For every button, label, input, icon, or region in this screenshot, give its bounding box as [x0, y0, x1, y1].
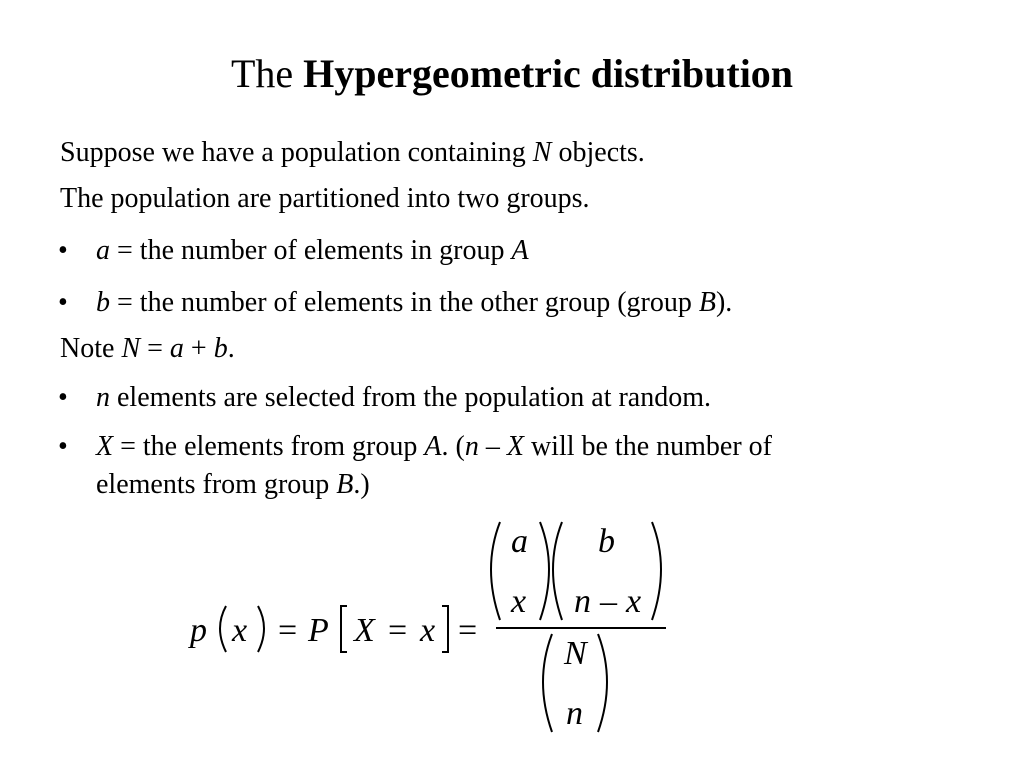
bullet-line-1	[96, 234, 529, 268]
text-l5-e: +	[183, 333, 214, 364]
text-line-note	[60, 332, 235, 366]
bullet-line-3	[96, 381, 711, 415]
formula-X: X	[354, 612, 375, 649]
text-l3-b: = the number of elements in group	[110, 235, 512, 266]
text-l5-f: b	[213, 333, 228, 364]
formula-rhs-x: x	[420, 612, 436, 649]
paren-den-left	[543, 634, 552, 732]
bracket-left	[341, 606, 347, 652]
title-bold: Hypergeometric distribution	[303, 51, 794, 96]
formula-P: P	[308, 612, 329, 649]
text-l7-h: will be the number of	[523, 431, 772, 462]
bullet-3: •	[58, 382, 68, 413]
text-line-2	[60, 182, 590, 216]
paren-num2-right	[652, 522, 661, 620]
text-l3-a: a	[96, 235, 110, 266]
formula-num2-bottom-n: n	[574, 583, 591, 620]
formula-eq2: =	[388, 612, 408, 649]
text-l7-g: X	[506, 431, 524, 462]
paren-num1-right	[540, 522, 549, 620]
text-l2-a: The population are partitioned into two groups.	[60, 183, 590, 214]
title-plain: The	[230, 51, 294, 96]
paren-num2-left	[553, 522, 562, 620]
formula-num2-top: b	[598, 523, 615, 560]
text-l5-b: N	[121, 333, 141, 364]
formula-num1-bottom: x	[511, 583, 527, 620]
formula-den-bottom: n	[566, 695, 583, 732]
text-l4-c: B	[698, 287, 716, 318]
slide-title	[0, 50, 1024, 98]
text-l1-c: objects.	[551, 137, 645, 168]
formula-num1-top: a	[511, 523, 528, 560]
bracket-right	[442, 606, 448, 652]
formula-lhs-x: x	[232, 612, 248, 649]
text-l4-a: b	[96, 287, 110, 318]
paren-num1-left	[491, 522, 500, 620]
text-l5-g: .	[227, 333, 235, 364]
paren-den-right	[598, 634, 607, 732]
formula-lhs-p: p	[190, 612, 207, 649]
bullet-line-4	[96, 430, 772, 464]
formula-num2-minus: –	[600, 583, 617, 620]
formula-num2-bottom-x: x	[626, 583, 642, 620]
formula-eq3: =	[458, 612, 478, 649]
text-l8-c: .)	[353, 469, 370, 500]
text-l7-e: n	[464, 431, 479, 462]
text-l7-a: X	[96, 431, 114, 462]
formula-eq1: =	[278, 612, 298, 649]
paren-left-px	[220, 606, 226, 652]
text-l4-b: = the number of elements in the other group (group	[110, 287, 699, 318]
text-l7-f: –	[478, 431, 507, 462]
bullet-2: •	[58, 287, 68, 318]
text-l4-d: ).	[715, 287, 733, 318]
text-l5-c: =	[140, 333, 170, 364]
bullet-1: •	[58, 235, 68, 266]
paren-right-px	[258, 606, 264, 652]
text-line-1	[60, 136, 645, 170]
text-l7-d: . (	[441, 431, 465, 462]
text-l3-c: A	[511, 235, 529, 266]
text-l6-b: elements are selected from the population at random.	[110, 382, 712, 413]
text-l7-b: = the elements from group	[113, 431, 425, 462]
text-l6-a: n	[96, 382, 110, 413]
bullet-line-4-cont	[96, 468, 370, 502]
text-l5-a: Note	[60, 333, 122, 364]
text-l7-c: A	[424, 431, 442, 462]
text-l1-a: Suppose we have a population containing	[60, 137, 533, 168]
text-l5-d: a	[169, 333, 184, 364]
text-l8-b: B	[336, 469, 354, 500]
bullet-4: •	[58, 431, 68, 462]
formula-den-top: N	[564, 635, 587, 672]
bullet-line-2	[96, 286, 732, 320]
text-l8-a: elements from group	[96, 469, 337, 500]
text-l1-b: N	[532, 137, 552, 168]
